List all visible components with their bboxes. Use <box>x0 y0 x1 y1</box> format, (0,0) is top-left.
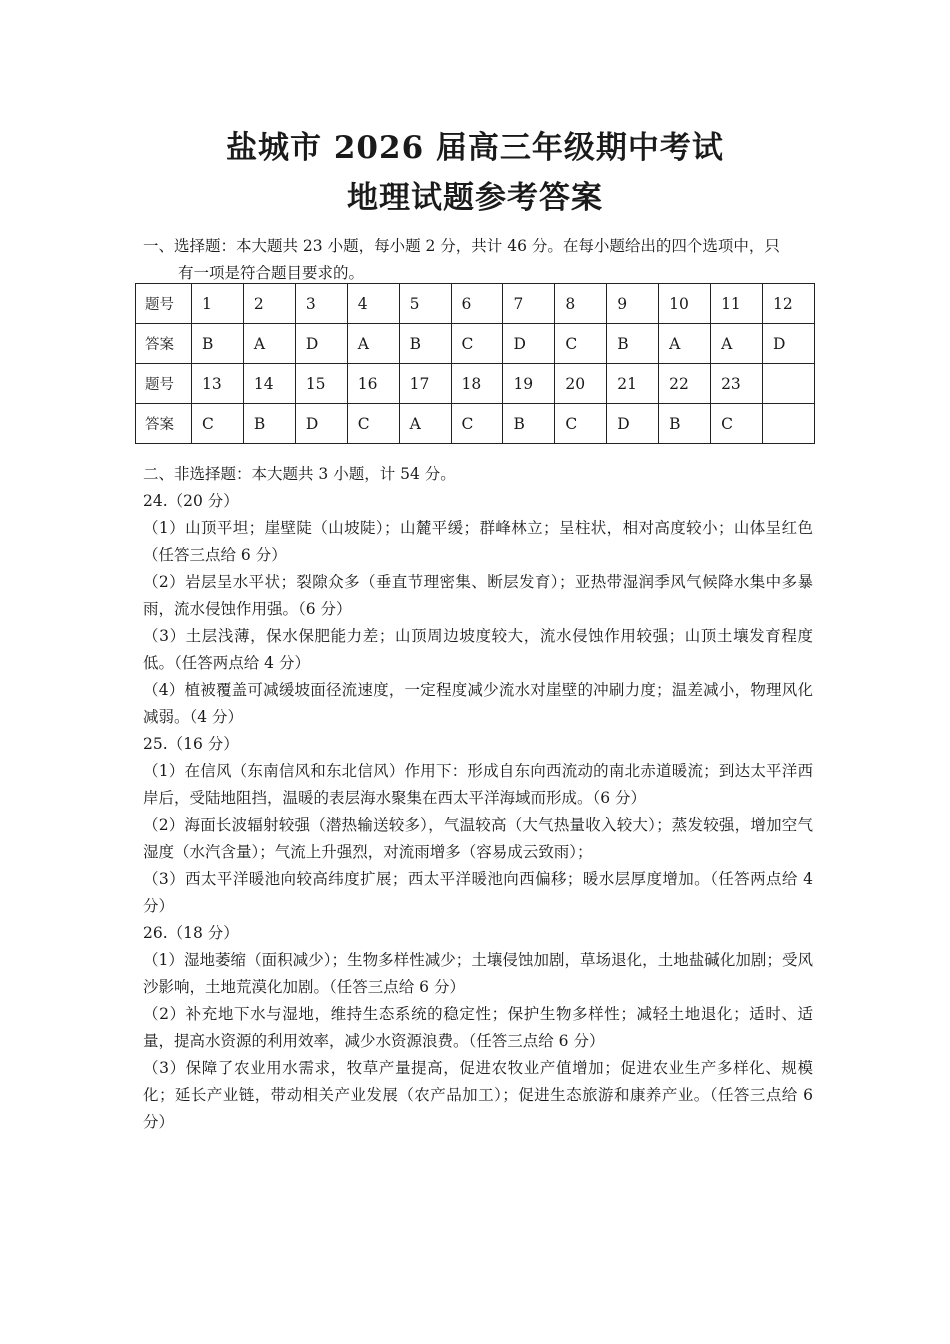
answer-cell: C <box>347 404 399 444</box>
question-number: 5 <box>399 284 451 324</box>
answer-cell <box>762 404 814 444</box>
q25-answer-2: （2）海面长波辐射较强（潜热输送较多），气温较高（大气热量收入较大）；蒸发较强，增加空气湿度（水汽含量）；气流上升强烈，对流雨增多（容易成云致雨）； <box>143 816 813 861</box>
answer-cell: D <box>295 404 347 444</box>
question-number: 4 <box>347 284 399 324</box>
q26-answer-3: （3）保障了农业用水需求，牧草产量提高，促进农牧业产值增加；促进农业生产多样化、规模化；延长产业链，带动相关产业发展（农产品加工）；促进生态旅游和康养产业。（任答三点给 6 分） <box>143 1059 813 1131</box>
q25-answer-1: （1）在信风（东南信风和东北信风）作用下：形成自东向西流动的南北赤道暖流；到达太平洋西岸后，受陆地阻挡，温暖的表层海水聚集在西太平洋海域而形成。（6 分） <box>143 762 813 807</box>
question-number: 9 <box>607 284 659 324</box>
answer-cell: B <box>503 404 555 444</box>
answer-cell: A <box>243 324 295 364</box>
answer-cell: A <box>347 324 399 364</box>
question-number: 17 <box>399 364 451 404</box>
answer-cell: C <box>451 324 503 364</box>
answer-cell: D <box>607 404 659 444</box>
q24-answer-4: （4）植被覆盖可减缓坡面径流速度，一定程度减少流水对崖壁的冲刷力度；温差减小，物理风化减弱。（4 分） <box>143 681 813 726</box>
page-title: 盐城市 2026 届高三年级期中考试 <box>226 130 724 166</box>
answer-cell: C <box>451 404 503 444</box>
section2-body <box>143 461 813 1136</box>
table-row-answers-1 <box>136 324 815 364</box>
question-number: 10 <box>659 284 711 324</box>
answer-cell: D <box>503 324 555 364</box>
section1-instructions <box>143 233 813 287</box>
q26-answer-1: （1）湿地萎缩（面积减少）；生物多样性减少；土壤侵蚀加剧，草场退化，土地盐碱化加剧；受风沙影响，土地荒漠化加剧。（任答三点给 6 分） <box>143 951 813 996</box>
answer-cell: B <box>192 324 244 364</box>
question-number: 11 <box>711 284 763 324</box>
answer-cell: D <box>295 324 347 364</box>
question-number: 19 <box>503 364 555 404</box>
answer-cell: C <box>711 404 763 444</box>
answer-cell: A <box>399 404 451 444</box>
q26-answer-2: （2）补充地下水与湿地，维持生态系统的稳定性；保护生物多样性；减轻土地退化；适时、适量，提高水资源的利用效率，减少水资源浪费。（任答三点给 6 分） <box>143 1005 813 1050</box>
answer-cell: D <box>762 324 814 364</box>
answer-cell: B <box>659 404 711 444</box>
answer-cell: B <box>243 404 295 444</box>
question-number: 14 <box>243 364 295 404</box>
row-label-answer: 答案 <box>136 324 192 364</box>
question-number: 3 <box>295 284 347 324</box>
question-number: 18 <box>451 364 503 404</box>
question-number <box>762 364 814 404</box>
question-number: 15 <box>295 364 347 404</box>
table-row-questions-1 <box>136 284 815 324</box>
table-row-answers-2 <box>136 404 815 444</box>
question-number: 20 <box>555 364 607 404</box>
row-label-answer: 答案 <box>136 404 192 444</box>
answer-cell: C <box>555 324 607 364</box>
answer-cell: B <box>399 324 451 364</box>
section1-line1: 一、选择题：本大题共 23 小题，每小题 2 分，共计 46 分。在每小题给出的四个选项中，只 <box>143 237 780 255</box>
q26-heading: 26.（18 分） <box>143 924 239 942</box>
q25-heading: 25.（16 分） <box>143 735 239 753</box>
question-number: 23 <box>711 364 763 404</box>
question-number: 16 <box>347 364 399 404</box>
q25-answer-3: （3）西太平洋暖池向较高纬度扩展；西太平洋暖池向西偏移；暖水层厚度增加。（任答两点给 4 分） <box>143 870 813 915</box>
question-number: 13 <box>192 364 244 404</box>
page-subtitle: 地理试题参考答案 <box>347 180 603 216</box>
answer-cell: C <box>555 404 607 444</box>
answer-table <box>135 283 815 444</box>
row-label-question: 题号 <box>136 284 192 324</box>
table-row-questions-2 <box>136 364 815 404</box>
answer-cell: B <box>607 324 659 364</box>
q24-answer-1: （1）山顶平坦；崖壁陡（山坡陡）；山麓平缓；群峰林立；呈柱状，相对高度较小；山体呈红色（任答三点给 6 分） <box>143 519 813 564</box>
question-number: 2 <box>243 284 295 324</box>
answer-cell: A <box>711 324 763 364</box>
question-number: 22 <box>659 364 711 404</box>
question-number: 1 <box>192 284 244 324</box>
q24-answer-3: （3）土层浅薄，保水保肥能力差；山顶周边坡度较大，流水侵蚀作用较强；山顶土壤发育程度低。（任答两点给 4 分） <box>143 627 813 672</box>
question-number: 12 <box>762 284 814 324</box>
q24-heading: 24.（20 分） <box>143 492 239 510</box>
question-number: 7 <box>503 284 555 324</box>
section2-heading: 二、非选择题：本大题共 3 小题，计 54 分。 <box>143 465 456 483</box>
answer-cell: A <box>659 324 711 364</box>
section1-line2: 有一项是符合题目要求的。 <box>178 264 365 282</box>
question-number: 8 <box>555 284 607 324</box>
question-number: 21 <box>607 364 659 404</box>
row-label-question: 题号 <box>136 364 192 404</box>
q24-answer-2: （2）岩层呈水平状；裂隙众多（垂直节理密集、断层发育）；亚热带湿润季风气候降水集中多暴雨，流水侵蚀作用强。（6 分） <box>143 573 813 618</box>
question-number: 6 <box>451 284 503 324</box>
answer-cell: C <box>192 404 244 444</box>
